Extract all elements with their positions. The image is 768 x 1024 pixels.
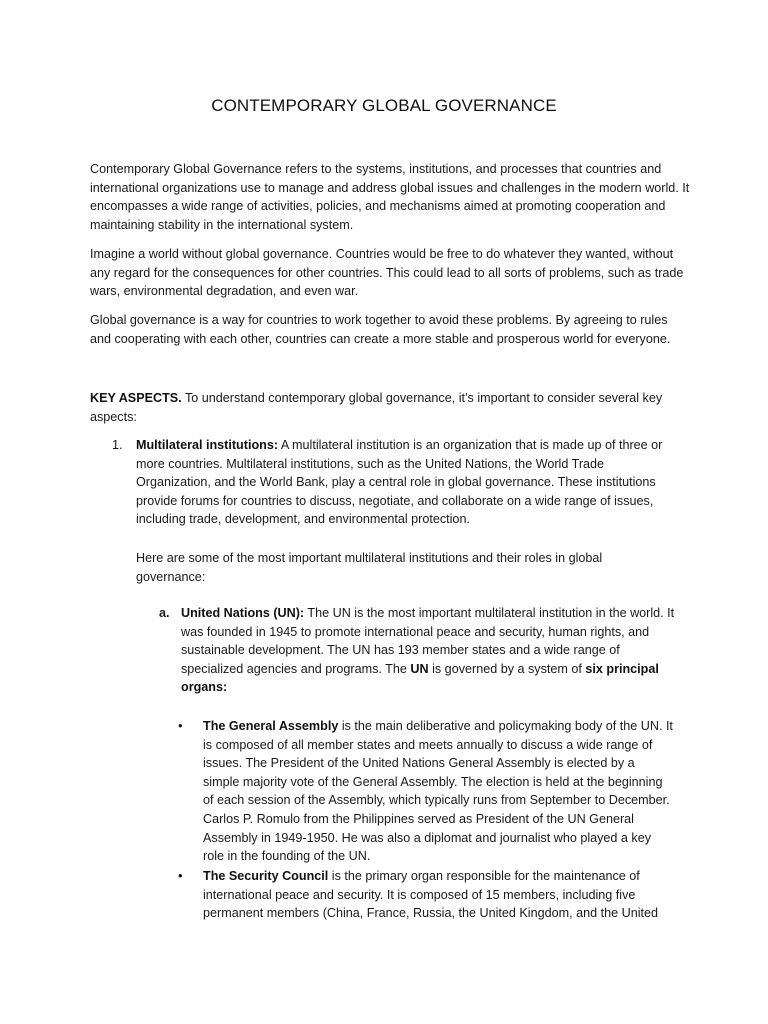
sub-list-letter: a.	[159, 606, 170, 620]
imagine-paragraph: Imagine a world without global governance. Countries would be free to do whatever they wanted, without any regard for the consequences for other countries. This could lead to all sorts of problems, such as trade wars, environmental degradation, and even war.	[90, 247, 684, 299]
bullet-icon: •	[178, 718, 183, 733]
bullet-label: The General Assembly	[203, 719, 339, 733]
sub-list-item-label: United Nations (UN):	[181, 606, 305, 620]
institutions-intro-paragraph: Here are some of the most important multilateral institutions and their roles in global governance:	[136, 551, 603, 584]
intro-paragraph: Contemporary Global Governance refers to the systems, institutions, and processes that countries and international organizations use to manage and address global issues and challenges in the modern world. It encompasses a wide range of activities, policies, and mechanisms aimed at promoting cooperation and maintaining stability in the international system.	[90, 162, 690, 232]
un-bold-text: UN	[410, 661, 429, 676]
sub-list-item-text-1: The UN is the most important multilateral institution in the world. It was founded in 1945 to promote international peace and security, human rights, and sustainable development. The UN has 193 member states and a wide range of specialized agencies and programs. The	[181, 606, 675, 676]
sub-list-item-text-2: is governed by a system of	[428, 661, 586, 676]
key-aspects-paragraph	[90, 389, 690, 426]
list-item-label: Multilateral institutions:	[136, 438, 279, 452]
key-aspects-label: KEY ASPECTS.	[90, 391, 182, 405]
bullet-body	[203, 867, 673, 923]
page-title: CONTEMPORARY GLOBAL GOVERNANCE	[211, 96, 557, 115]
list-item-text: A multilateral institution is an organization that is made up of three or more countries. Multilateral institutions, such as the United Nations, the World Trade Organization, and the World Bank, play a central role in global governance. These institutions provide forums for countries to discuss, negotiate, and collaborate on a wide range of issues, including trade, development, and environmental protection.	[136, 438, 663, 527]
sub-list-item-body	[181, 604, 676, 697]
bullet-text: is the main deliberative and policymaking body of the UN. It is composed of all member states and meets annually to discuss a wide range of issues. The President of the United Nations General Assembly is elected by a simple majority vote of the General Assembly. The election is held at the beginning of each session of the Assembly, which typically runs from September to December. Carlos P. Romulo from the Philippines served as President of the UN General Assembly in 1949-1950. He was also a diplomat and journalist who played a key role in the founding of the UN.	[203, 719, 673, 864]
governance-paragraph: Global governance is a way for countries to work together to avoid these problems. By agreeing to rules and cooperating with each other, countries can create a more stable and prosperous world for everyone.	[90, 313, 671, 346]
bullet-body	[203, 717, 673, 866]
key-aspects-text: To understand contemporary global governance, it’s important to consider several key aspects:	[90, 391, 663, 424]
list-number: 1.	[112, 438, 123, 452]
list-item-body	[136, 436, 676, 529]
organs-bold-text: six principal organs:	[181, 661, 659, 695]
bullet-text: is the primary organ responsible for the maintenance of international peace and security. It is composed of 15 members, including five permanent members (China, France, Russia, the United Kingdom, and the United	[203, 869, 659, 921]
bullet-icon: •	[178, 868, 183, 883]
bullet-label: The Security Council	[203, 869, 329, 883]
